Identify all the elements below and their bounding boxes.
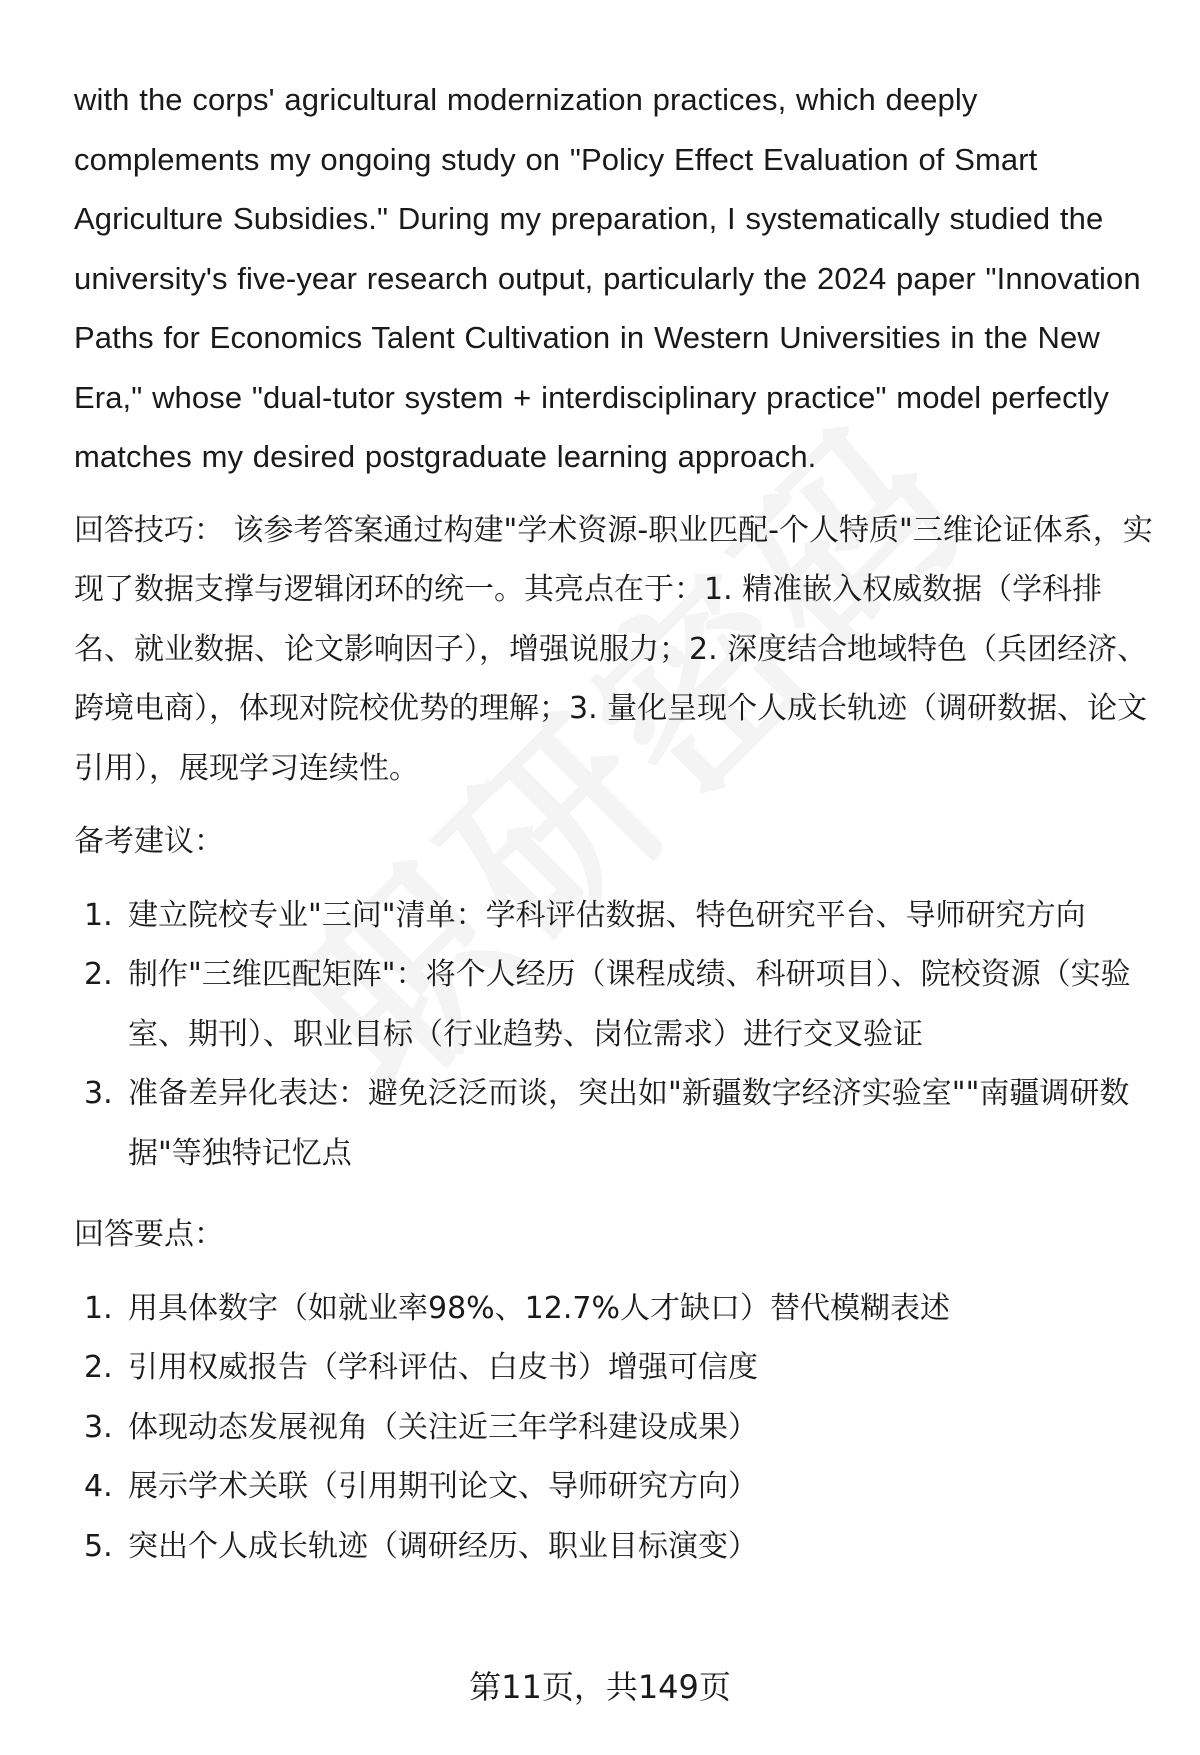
list-number: 4. xyxy=(84,1469,113,1504)
key-points-heading: 回答要点： xyxy=(74,1217,224,1252)
list-number: 2. xyxy=(84,1350,113,1385)
list-item xyxy=(74,1064,1154,1183)
list-text: 突出个人成长轨迹（调研经历、职业目标演变） xyxy=(128,1528,758,1564)
document-body xyxy=(74,70,1154,1576)
list-item xyxy=(74,945,1154,1064)
intro-paragraph: with the corps' agricultural modernization practices, which deeply complements my ongoing study on "Policy Effect Evaluation of Smart Agriculture Subsidies." During my preparation, I systematically studied the university's five-year research output, particularly the 2024 paper "Innovation Paths for Economics Talent Cultivation in Western Universities in the New Era," whose "dual-tutor system + interdisciplinary practice" model perfectly matches my desired postgraduate learning approach. xyxy=(74,82,1141,474)
list-text: 引用权威报告（学科评估、白皮书）增强可信度 xyxy=(128,1350,758,1385)
list-number: 3. xyxy=(84,1409,113,1445)
list-item xyxy=(74,886,1154,946)
prep-heading: 备考建议： xyxy=(74,824,224,859)
list-text: 展示学术关联（引用期刊论文、导师研究方向） xyxy=(128,1469,758,1504)
list-text: 建立院校专业"三问"清单：学科评估数据、特色研究平台、导师研究方向 xyxy=(128,897,1086,933)
list-number: 2. xyxy=(84,957,113,992)
list-number: 5. xyxy=(84,1528,113,1564)
key-points-list xyxy=(74,1279,1154,1577)
page-footer: 第11页，共149页 xyxy=(469,1668,731,1706)
list-number: 1. xyxy=(84,897,113,933)
list-item xyxy=(74,1279,1154,1339)
answer-tips-paragraph: 回答技巧： 该参考答案通过构建"学术资源-职业匹配-个人特质"三维论证体系，实现了数据支撑与逻辑闭环的统一。其亮点在于：1. 精准嵌入权威数据（学科排名、就业数据、论文影响因子），增强说服力；2. 深度结合地域特色（兵团经济、跨境电商），体现对院校优势的理解；3. 量化呈现个人成长轨迹（调研数据、论文引用），展现学习连续性。 xyxy=(74,512,1153,786)
prep-list xyxy=(74,886,1154,1184)
list-text: 体现动态发展视角（关注近三年学科建设成果） xyxy=(128,1409,758,1445)
list-text: 用具体数字（如就业率98%、12.7%人才缺口）替代模糊表述 xyxy=(128,1290,950,1326)
list-item xyxy=(74,1457,1154,1517)
list-text: 准备差异化表达：避免泛泛而谈，突出如"新疆数字经济实验室""南疆调研数据"等独特记忆点 xyxy=(128,1076,1130,1171)
list-number: 3. xyxy=(84,1076,113,1111)
list-item xyxy=(74,1398,1154,1458)
list-item xyxy=(74,1517,1154,1577)
list-text: 制作"三维匹配矩阵"：将个人经历（课程成绩、科研项目）、院校资源（实验室、期刊）、职业目标（行业趋势、岗位需求）进行交叉验证 xyxy=(128,957,1131,1052)
list-number: 1. xyxy=(84,1290,113,1326)
list-item xyxy=(74,1338,1154,1398)
